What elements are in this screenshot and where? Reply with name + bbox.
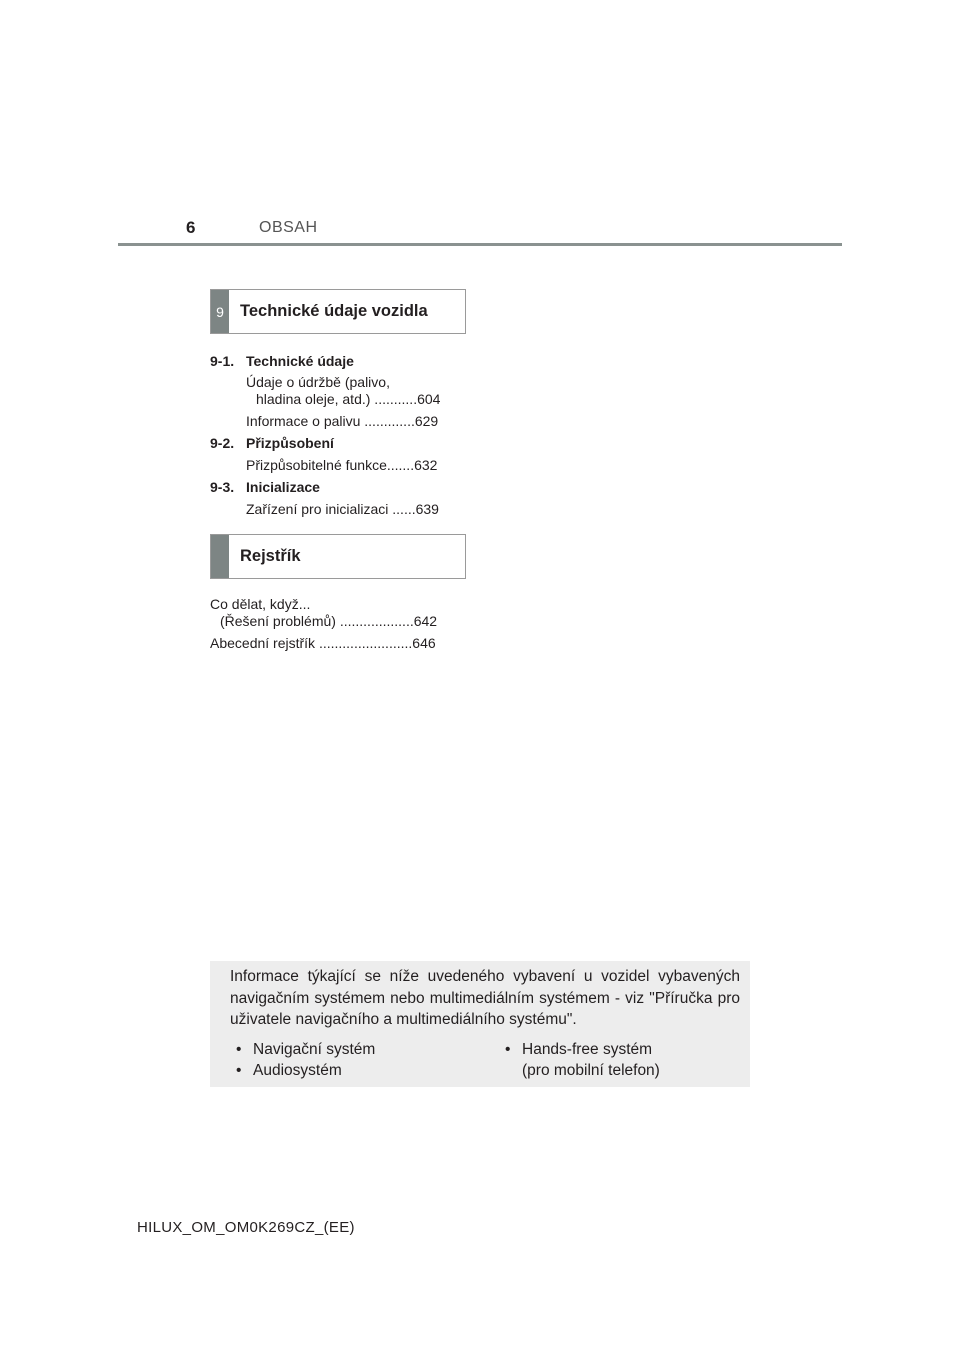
section-9-toc (210, 353, 494, 518)
toc-group-title: Přizpůsobení (246, 435, 334, 451)
page-number: 6 (186, 218, 196, 237)
header-title: OBSAH (259, 219, 318, 236)
index-title: Rejstřík (240, 547, 301, 565)
toc-group-9-3[interactable] (210, 479, 494, 496)
info-text: Informace týkající se níže uvedeného vybavení u vozidel vybavených navigačním systémem nebo multimediálním systémem - viz "Příručka pro uživatele navigačního a multimediálního systému". (230, 968, 740, 1028)
bullet-icon: • (236, 1062, 242, 1079)
toc-group-number: 9-2. (210, 435, 235, 451)
info-list-right (505, 1039, 660, 1081)
list-item: • Audiosystém (236, 1062, 342, 1079)
toc-group-number: 9-1. (210, 353, 235, 369)
list-item-continuation: (pro mobilní telefon) (522, 1062, 660, 1079)
info-list-left (236, 1039, 375, 1081)
toc-entry-alphabetical-index[interactable]: Abecední rejstřík ........................646 (210, 635, 436, 651)
header-rule (118, 243, 842, 246)
bullet-icon: • (505, 1041, 511, 1058)
toc-group-9-1[interactable] (210, 353, 494, 370)
toc-entry-custom-features[interactable]: Přizpůsobitelné funkce.......632 (246, 457, 438, 473)
toc-group-title: Technické údaje (246, 353, 354, 369)
toc-group-title: Inicializace (246, 479, 320, 495)
toc-entry-fuel-info[interactable]: Informace o palivu .............629 (246, 413, 439, 429)
section-9-title: Technické údaje vozidla (240, 302, 428, 320)
index-header (210, 534, 466, 579)
toc-group-number: 9-3. (210, 479, 235, 495)
section-9-header (210, 289, 466, 334)
footer-document-code: HILUX_OM_OM0K269CZ_(EE) (137, 1219, 355, 1236)
bullet-icon: • (236, 1041, 242, 1058)
info-box (210, 961, 750, 1087)
index-toc (210, 596, 458, 652)
index-tab (211, 535, 229, 578)
toc-entry-line2: hladina oleje, atd.) ...........604 (256, 391, 441, 407)
list-item: • Navigační systém (236, 1041, 376, 1058)
toc-group-9-2[interactable] (210, 435, 494, 452)
toc-entry-initialization[interactable]: Zařízení pro inicializaci ......639 (246, 501, 439, 517)
toc-entry-line1: Údaje o údržbě (palivo, (246, 374, 390, 390)
list-item: • Hands-free systém (505, 1041, 653, 1058)
toc-entry-line1: Co dělat, když... (210, 596, 311, 612)
toc-entry-maintenance-data[interactable] (246, 374, 494, 408)
toc-entry-troubleshooting[interactable] (210, 596, 458, 630)
toc-entry-line2: (Řešení problémů) ...................642 (220, 613, 438, 629)
section-9-tab: 9 (211, 290, 229, 333)
